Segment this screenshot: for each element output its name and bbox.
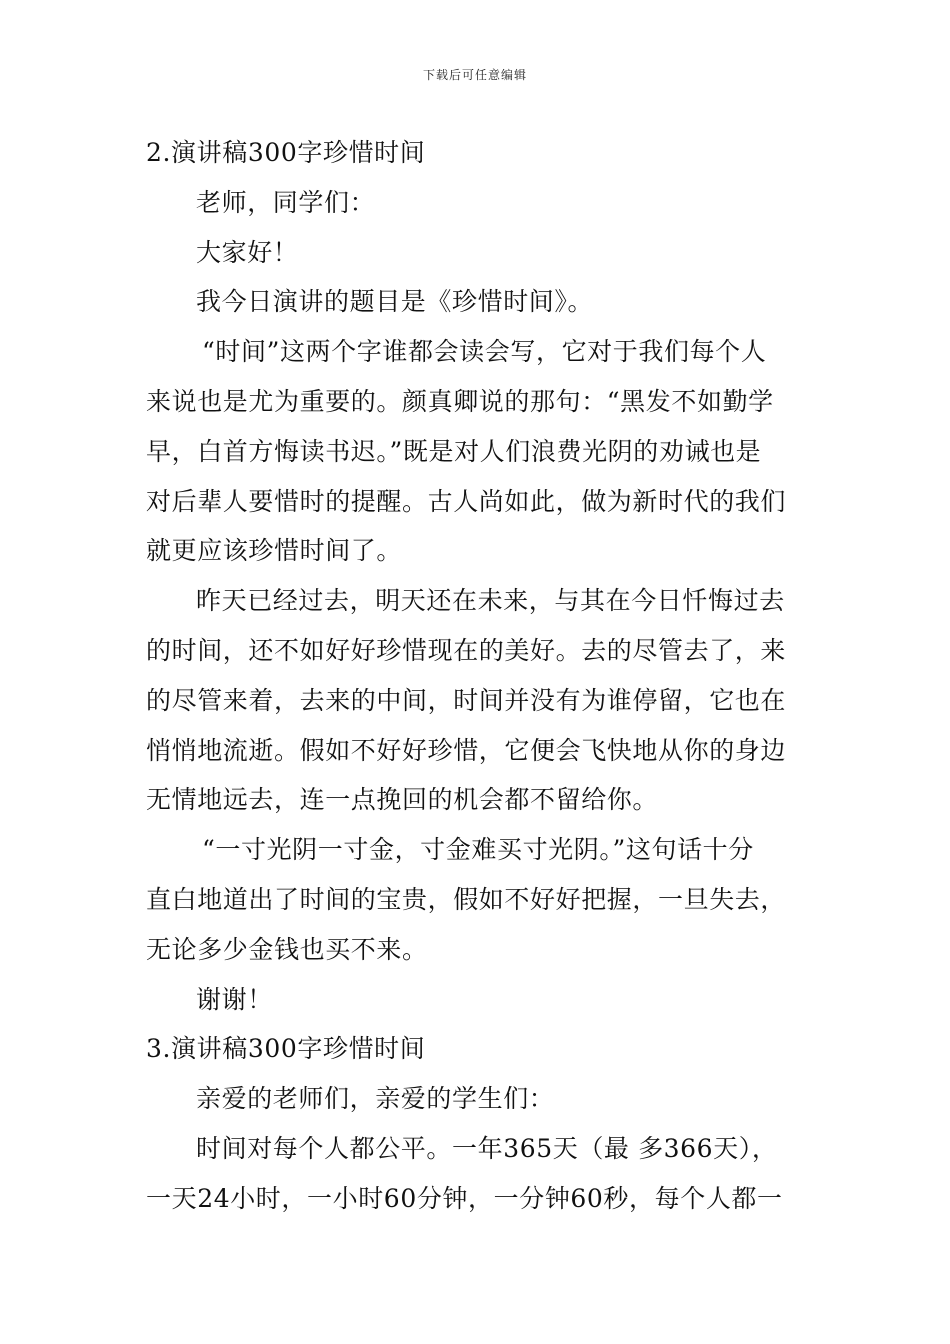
text-line: 直白地道出了时间的宝贵，假如不好好把握，一旦失去， bbox=[146, 884, 787, 914]
text-line: 大家好！ bbox=[196, 237, 299, 267]
text-line: 就更应该珍惜时间了。 bbox=[146, 536, 403, 566]
text-line: 3.演讲稿300字珍惜时间 bbox=[146, 1034, 426, 1064]
text-line: 亲爱的老师们，亲爱的学生们： bbox=[196, 1084, 555, 1114]
text-line: 早，白首方悔读书迟。”既是对人们浪费光阴的劝诫也是 bbox=[146, 436, 762, 466]
text-line: 2.演讲稿300字珍惜时间 bbox=[146, 138, 426, 167]
text-line: 时间对每个人都公平。一年365天（最 多366天）， bbox=[196, 1133, 778, 1163]
text-line: 我今日演讲的题目是《珍惜时间》。 bbox=[196, 287, 594, 317]
page-header: 下载后可任意编辑 bbox=[422, 68, 527, 82]
text-line: 无论多少金钱也买不来。 bbox=[146, 934, 428, 964]
text-line: “一寸光阴一寸金，寸金难买寸光阴。”这句话十分 bbox=[202, 835, 754, 865]
text-line: 来说也是尤为重要的。颜真卿说的那句：“黑发不如勤学 bbox=[146, 386, 774, 416]
text-line: 悄悄地流逝。假如不好好珍惜，它便会飞快地从你的身边 bbox=[146, 735, 787, 765]
text-line: 一天24小时，一小时60分钟，一分钟60秒，每个人都一 bbox=[146, 1183, 783, 1213]
text-line: 的时间，还不如好好珍惜现在的美好。去的尽管去了，来 bbox=[146, 635, 787, 665]
text-line: 谢谢！ bbox=[196, 984, 273, 1014]
text-line: 对后辈人要惜时的提醒。古人尚如此，做为新时代的我们 bbox=[146, 486, 787, 516]
text-line: 的尽管来着，去来的中间，时间并没有为谁停留，它也在 bbox=[146, 685, 787, 715]
text-line: 老师，同学们： bbox=[196, 187, 376, 217]
document-body bbox=[146, 128, 811, 1224]
text-line: 无情地远去，连一点挽回的机会都不留给你。 bbox=[146, 785, 659, 815]
text-line: “时间”这两个字谁都会读会写，它对于我们每个人 bbox=[202, 337, 767, 367]
text-line: 昨天已经过去，明天还在未来，与其在今日忏悔过去 bbox=[196, 586, 785, 616]
